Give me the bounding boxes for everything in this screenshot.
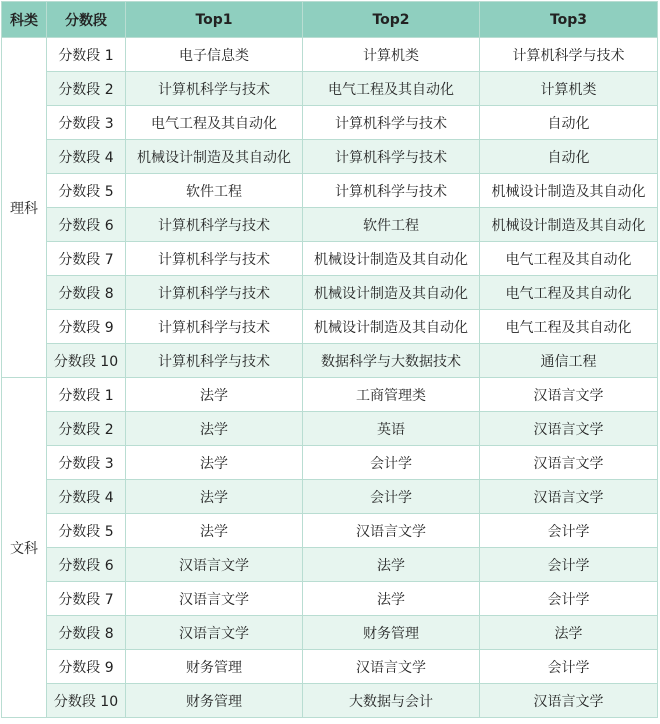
score-segment-cell: 分数段 8 [47, 276, 126, 310]
top2-major-cell: 大数据与会计 [303, 684, 480, 718]
top1-major-cell: 法学 [126, 378, 303, 412]
top2-major-cell: 汉语言文学 [303, 514, 480, 548]
table-row [2, 582, 658, 616]
top1-major-cell: 汉语言文学 [126, 548, 303, 582]
top3-major-cell: 自动化 [480, 106, 658, 140]
score-segment-cell: 分数段 3 [47, 106, 126, 140]
top1-major-cell: 电子信息类 [126, 38, 303, 72]
table-row [2, 38, 658, 72]
table-row [2, 446, 658, 480]
score-segment-cell: 分数段 3 [47, 446, 126, 480]
top2-major-cell: 财务管理 [303, 616, 480, 650]
top3-major-cell: 汉语言文学 [480, 378, 658, 412]
top2-major-cell: 英语 [303, 412, 480, 446]
table-row [2, 208, 658, 242]
top2-major-cell: 计算机科学与技术 [303, 106, 480, 140]
top3-major-cell: 法学 [480, 616, 658, 650]
header-score-segment: 分数段 [47, 2, 126, 38]
top3-major-cell: 电气工程及其自动化 [480, 310, 658, 344]
top1-major-cell: 软件工程 [126, 174, 303, 208]
top2-major-cell: 机械设计制造及其自动化 [303, 242, 480, 276]
top3-major-cell: 会计学 [480, 582, 658, 616]
header-top2: Top2 [303, 2, 480, 38]
top3-major-cell: 计算机科学与技术 [480, 38, 658, 72]
top3-major-cell: 电气工程及其自动化 [480, 242, 658, 276]
score-segment-cell: 分数段 4 [47, 140, 126, 174]
major-ranking-table [1, 1, 658, 718]
score-segment-cell: 分数段 7 [47, 582, 126, 616]
top1-major-cell: 电气工程及其自动化 [126, 106, 303, 140]
top3-major-cell: 汉语言文学 [480, 446, 658, 480]
table-row [2, 412, 658, 446]
top1-major-cell: 机械设计制造及其自动化 [126, 140, 303, 174]
header-top1: Top1 [126, 2, 303, 38]
top3-major-cell: 会计学 [480, 514, 658, 548]
score-segment-cell: 分数段 9 [47, 310, 126, 344]
table-row [2, 514, 658, 548]
top1-major-cell: 计算机科学与技术 [126, 344, 303, 378]
score-segment-cell: 分数段 10 [47, 344, 126, 378]
table-row [2, 310, 658, 344]
top2-major-cell: 机械设计制造及其自动化 [303, 276, 480, 310]
top1-major-cell: 汉语言文学 [126, 616, 303, 650]
table-row [2, 684, 658, 718]
top1-major-cell: 法学 [126, 446, 303, 480]
subject-cell: 文科 [2, 378, 47, 718]
table-row [2, 480, 658, 514]
table-header-row [2, 2, 658, 38]
top3-major-cell: 自动化 [480, 140, 658, 174]
table-row [2, 242, 658, 276]
top2-major-cell: 会计学 [303, 446, 480, 480]
table-row [2, 174, 658, 208]
top3-major-cell: 汉语言文学 [480, 412, 658, 446]
top2-major-cell: 工商管理类 [303, 378, 480, 412]
score-segment-cell: 分数段 9 [47, 650, 126, 684]
score-segment-cell: 分数段 2 [47, 72, 126, 106]
top1-major-cell: 计算机科学与技术 [126, 72, 303, 106]
top2-major-cell: 法学 [303, 548, 480, 582]
top1-major-cell: 法学 [126, 514, 303, 548]
table-row [2, 378, 658, 412]
table-body [2, 38, 658, 718]
top2-major-cell: 电气工程及其自动化 [303, 72, 480, 106]
score-segment-cell: 分数段 8 [47, 616, 126, 650]
table-row [2, 344, 658, 378]
table-row [2, 548, 658, 582]
table-row [2, 106, 658, 140]
top1-major-cell: 计算机科学与技术 [126, 310, 303, 344]
top3-major-cell: 会计学 [480, 650, 658, 684]
top1-major-cell: 计算机科学与技术 [126, 276, 303, 310]
score-segment-cell: 分数段 5 [47, 174, 126, 208]
top2-major-cell: 会计学 [303, 480, 480, 514]
top2-major-cell: 机械设计制造及其自动化 [303, 310, 480, 344]
top2-major-cell: 软件工程 [303, 208, 480, 242]
subject-cell: 理科 [2, 38, 47, 378]
score-segment-cell: 分数段 5 [47, 514, 126, 548]
top3-major-cell: 汉语言文学 [480, 480, 658, 514]
top3-major-cell: 机械设计制造及其自动化 [480, 174, 658, 208]
top3-major-cell: 计算机类 [480, 72, 658, 106]
table-row [2, 276, 658, 310]
top3-major-cell: 会计学 [480, 548, 658, 582]
top3-major-cell: 机械设计制造及其自动化 [480, 208, 658, 242]
top2-major-cell: 计算机科学与技术 [303, 140, 480, 174]
top2-major-cell: 计算机科学与技术 [303, 174, 480, 208]
top2-major-cell: 数据科学与大数据技术 [303, 344, 480, 378]
top2-major-cell: 法学 [303, 582, 480, 616]
table-row [2, 650, 658, 684]
header-top3: Top3 [480, 2, 658, 38]
top1-major-cell: 汉语言文学 [126, 582, 303, 616]
score-segment-cell: 分数段 2 [47, 412, 126, 446]
top3-major-cell: 通信工程 [480, 344, 658, 378]
score-segment-cell: 分数段 7 [47, 242, 126, 276]
table-row [2, 616, 658, 650]
score-segment-cell: 分数段 6 [47, 208, 126, 242]
top1-major-cell: 法学 [126, 412, 303, 446]
score-segment-cell: 分数段 1 [47, 38, 126, 72]
top2-major-cell: 汉语言文学 [303, 650, 480, 684]
score-segment-cell: 分数段 4 [47, 480, 126, 514]
table-row [2, 72, 658, 106]
top1-major-cell: 计算机科学与技术 [126, 208, 303, 242]
top1-major-cell: 法学 [126, 480, 303, 514]
top2-major-cell: 计算机类 [303, 38, 480, 72]
table-row [2, 140, 658, 174]
score-segment-cell: 分数段 1 [47, 378, 126, 412]
top1-major-cell: 计算机科学与技术 [126, 242, 303, 276]
top1-major-cell: 财务管理 [126, 650, 303, 684]
header-subject: 科类 [2, 2, 47, 38]
score-segment-cell: 分数段 6 [47, 548, 126, 582]
top3-major-cell: 汉语言文学 [480, 684, 658, 718]
top1-major-cell: 财务管理 [126, 684, 303, 718]
score-segment-cell: 分数段 10 [47, 684, 126, 718]
top3-major-cell: 电气工程及其自动化 [480, 276, 658, 310]
